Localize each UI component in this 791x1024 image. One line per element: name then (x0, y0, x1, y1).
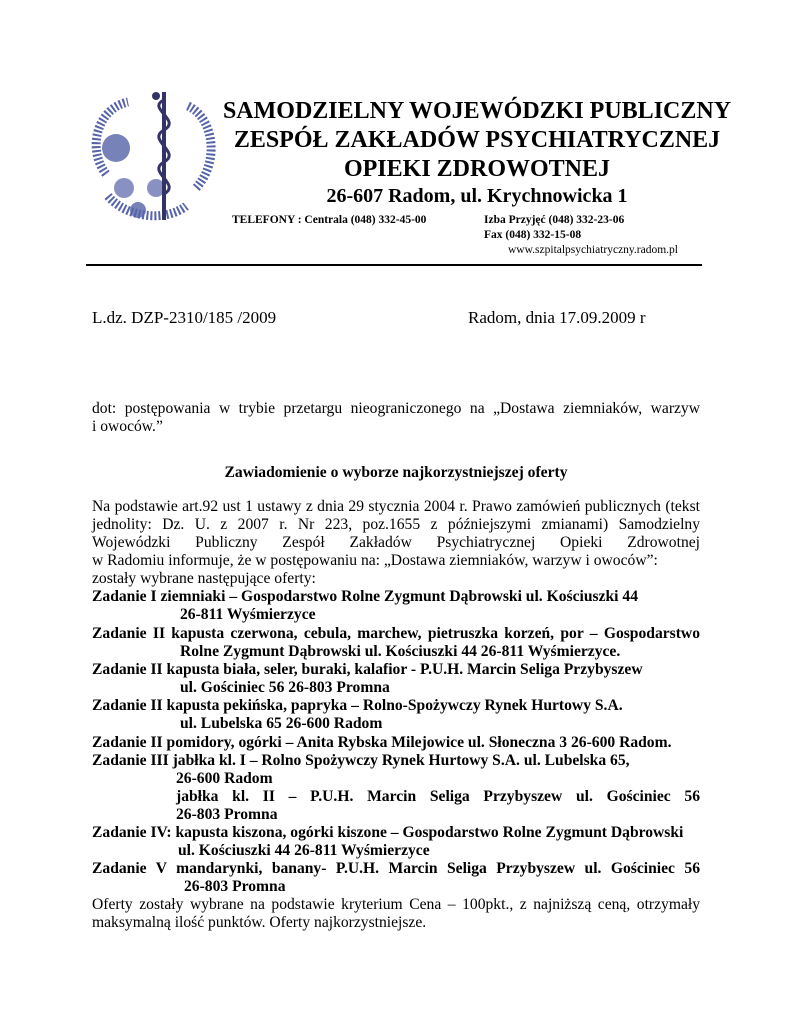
closing-line-1: Oferty zostały wybrane na podstawie kryterium Cena – 100pkt., z najniższą ceną, otrzymały (92, 896, 700, 913)
letter-date: Radom, dnia 17.09.2009 r (468, 308, 646, 327)
header-website-link[interactable]: www.szpitalpsychiatryczny.radom.pl (508, 244, 679, 256)
task-line: Zadanie IV: kapusta kiszona, ogórki kiszone – Gospodarstwo Rolne Zygmunt Dąbrowski (92, 824, 684, 841)
task-line: jabłka kl. II – P.U.H. Marcin Seliga Przybyszew ul. Gościniec 56 (176, 788, 700, 805)
subject-line-1: dot: postępowania w trybie przetargu nieograniczonego na „Dostawa ziemniaków, warzyw (92, 400, 700, 417)
intro-line-1: Na podstawie art.92 ust 1 ustawy z dnia 29 stycznia 2004 r. Prawo zamówień publicznych (tekst (92, 498, 700, 515)
task-line: ul. Lubelska 65 26-600 Radom (180, 715, 383, 732)
task-line: Zadanie V mandarynki, banany- P.U.H. Marcin Seliga Przybyszew ul. Gościniec 56 (92, 860, 700, 877)
task-line: ul. Gościniec 56 26-803 Promna (180, 679, 390, 696)
header-phone-central: TELEFONY : Centrala (048) 332-45-00 (232, 214, 427, 226)
task-line: 26-803 Promna (184, 878, 286, 895)
reference-number: L.dz. DZP-2310/185 /2009 (92, 308, 277, 327)
task-line: ul. Kościuszki 44 26-811 Wyśmierzyce (178, 842, 430, 859)
header-phone-admission: Izba Przyjęć (048) 332-23-06 (484, 214, 625, 226)
intro-line-5: zostały wybrane następujące oferty: (92, 570, 316, 587)
hospital-logo (86, 78, 222, 226)
task-line: 26-811 Wyśmierzyce (180, 606, 316, 623)
task-line: 26-600 Radom (176, 770, 273, 787)
task-line: 26-803 Promna (176, 806, 278, 823)
document-title: Zawiadomienie o wyborze najkorzystniejszej oferty (224, 464, 568, 481)
header-fax: Fax (048) 332-15-08 (484, 229, 582, 241)
subject-line-2: i owoców.” (92, 418, 163, 435)
task-line: Zadanie II kapusta biała, seler, buraki, kalafior - P.U.H. Marcin Seliga Przybyszew (92, 661, 643, 678)
task-line: Zadanie II kapusta pekińska, papryka – Rolno-Spożywczy Rynek Hurtowy S.A. (92, 697, 623, 714)
intro-line-3: Wojewódzki Publiczny Zespół Zakładów Psychiatrycznej Opieki Zdrowotnej (92, 534, 700, 551)
header-address: 26-607 Radom, ul. Krychnowicka 1 (326, 185, 628, 207)
task-line: Zadanie II pomidory, ogórki – Anita Rybska Milejowice ul. Słoneczna 3 26-600 Radom. (92, 734, 672, 751)
task-line: Zadanie I ziemniaki – Gospodarstwo Rolne Zygmunt Dąbrowski ul. Kościuszki 44 (92, 588, 639, 605)
task-line: Rolne Zygmunt Dąbrowski ul. Kościuszki 44 26-811 Wyśmierzyce. (180, 643, 621, 660)
intro-line-4: w Radomiu informuje, że w postępowaniu na: „Dostawa ziemniaków, warzyw i owoców”: (92, 552, 658, 569)
intro-line-2: jednolity: Dz. U. z 2007 r. Nr 223, poz.1655 z późniejszymi zmianami) Samodzielny (92, 516, 700, 533)
header-title-line3: OPIEKI ZDROWOTNEJ (343, 156, 611, 182)
closing-line-2: maksymalną ilość punktów. Oferty najkorzystniejsze. (92, 914, 427, 931)
header-title-line1: SAMODZIELNY WOJEWÓDZKI PUBLICZNY (222, 98, 732, 124)
task-line: Zadanie III jabłka kl. I – Rolno Spożywczy Rynek Hurtowy S.A. ul. Lubelska 65, (92, 752, 630, 769)
task-line: Zadanie II kapusta czerwona, cebula, marchew, pietruszka korzeń, por – Gospodarstwo (92, 625, 700, 642)
header-divider (86, 264, 702, 266)
header-title-line2: ZESPÓŁ ZAKŁADÓW PSYCHIATRYCZNEJ (233, 127, 721, 153)
